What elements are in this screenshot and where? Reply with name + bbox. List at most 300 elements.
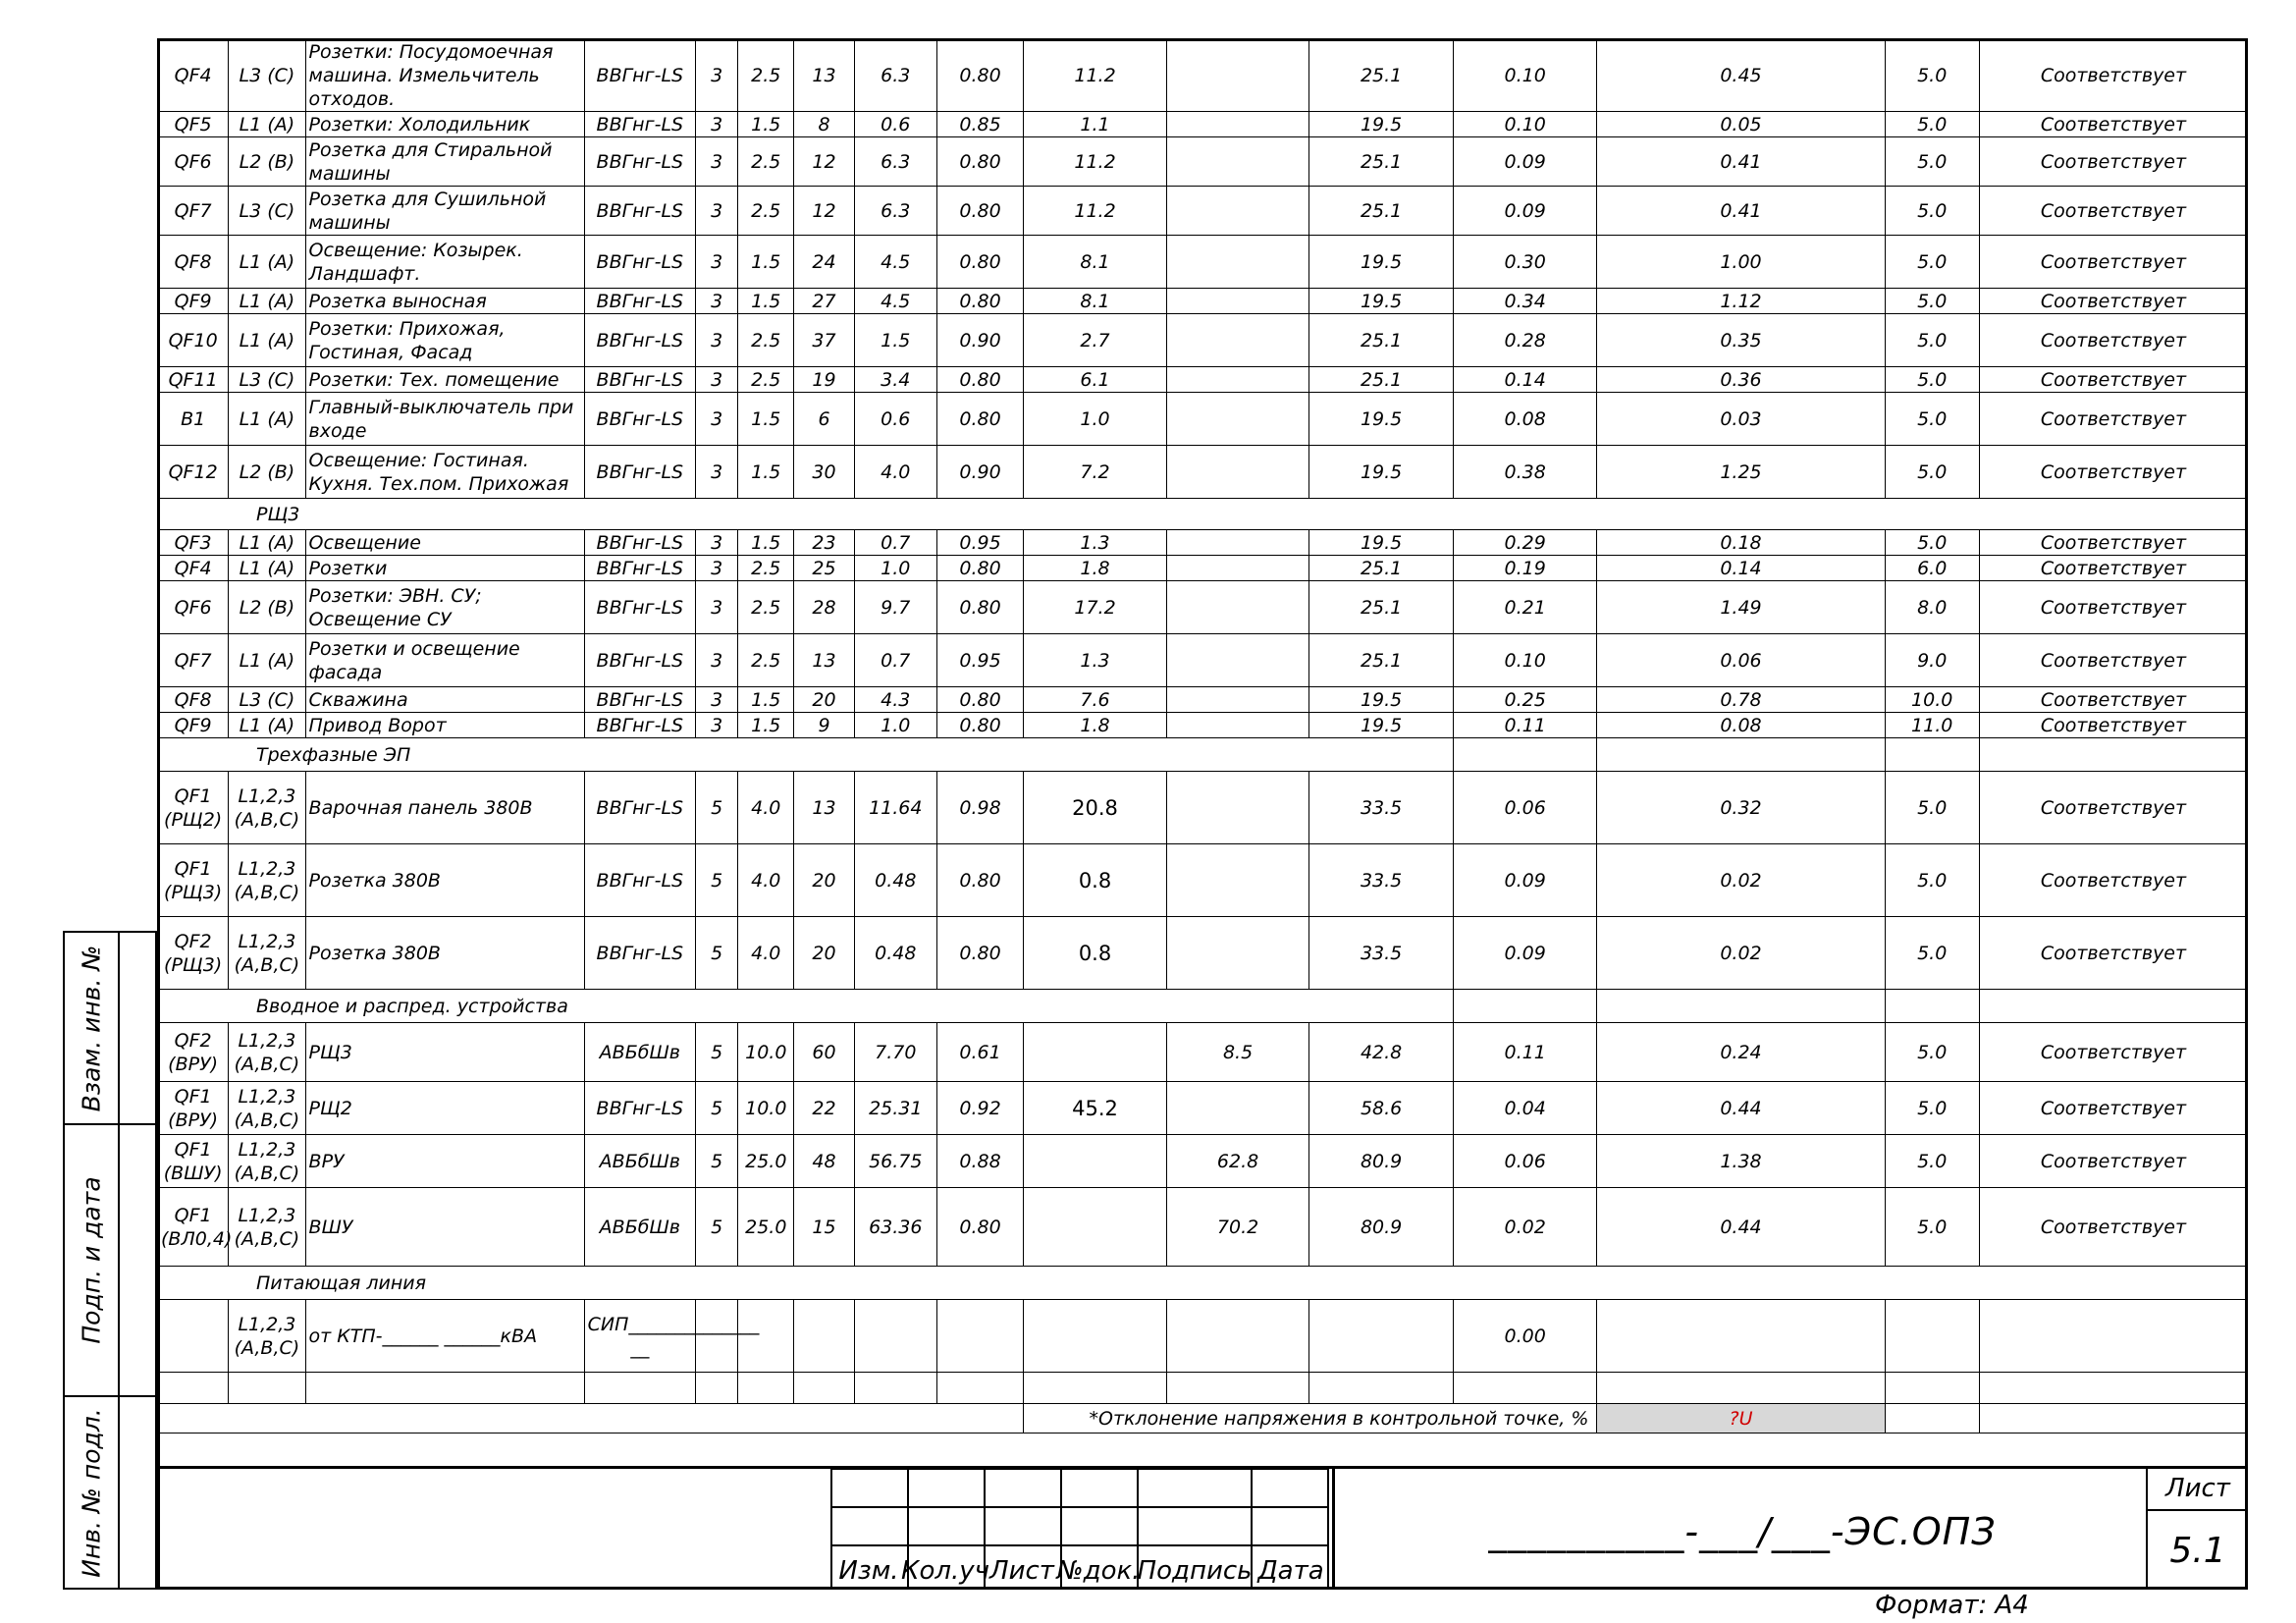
limit-cell: 5.0 bbox=[1885, 1135, 1979, 1188]
tb-kol-label: Кол.уч bbox=[901, 1556, 989, 1586]
voltage-drop-cell bbox=[1453, 1373, 1597, 1404]
section-empty-cell bbox=[1979, 738, 2247, 772]
cosphi-cell: 0.98 bbox=[936, 772, 1023, 844]
power-cell: 56.75 bbox=[854, 1135, 936, 1188]
phase-cell: L1 (A) bbox=[229, 556, 305, 581]
length-cell bbox=[794, 1300, 854, 1373]
load-description-cell: Розетки: ЭВН. СУ; Освещение СУ bbox=[305, 581, 584, 634]
conformity-cell: Соответствует bbox=[1979, 112, 2247, 137]
table-row bbox=[158, 917, 2248, 990]
allowed-current-cell bbox=[1309, 1300, 1454, 1373]
power-cell: 9.7 bbox=[854, 581, 936, 634]
power-cell: 6.3 bbox=[854, 187, 936, 236]
tb-izm-label: Изм. bbox=[838, 1556, 899, 1586]
breaker-cell: QF9 bbox=[158, 289, 229, 314]
total-drop-cell: 0.32 bbox=[1597, 772, 1885, 844]
cosphi-cell: 0.80 bbox=[936, 556, 1023, 581]
allowed-current-cell: 19.5 bbox=[1309, 530, 1454, 556]
current-cell: 11.2 bbox=[1024, 187, 1167, 236]
conformity-cell: Соответствует bbox=[1979, 844, 2247, 917]
current-cell: 1.3 bbox=[1024, 530, 1167, 556]
voltage-drop-cell: 0.34 bbox=[1453, 289, 1597, 314]
allowed-current-cell: 25.1 bbox=[1309, 581, 1454, 634]
voltage-drop-cell: 0.21 bbox=[1453, 581, 1597, 634]
allowed-current-cell: 19.5 bbox=[1309, 112, 1454, 137]
power-cell: 1.0 bbox=[854, 713, 936, 738]
allowed-current-cell: 25.1 bbox=[1309, 556, 1454, 581]
cable-type-cell: АВБбШв bbox=[584, 1023, 695, 1082]
length-cell: 13 bbox=[794, 772, 854, 844]
stamp-cell-vzam-value bbox=[118, 931, 157, 1125]
length-cell: 9 bbox=[794, 713, 854, 738]
phase-cell: L1,2,3 (A,B,C) bbox=[229, 1082, 305, 1135]
limit-cell: 5.0 bbox=[1885, 314, 1979, 367]
voltage-drop-cell: 0.00 bbox=[1453, 1300, 1597, 1373]
limit-cell: 5.0 bbox=[1885, 1023, 1979, 1082]
length-cell: 12 bbox=[794, 187, 854, 236]
load-description-cell: Розетка 380В bbox=[305, 917, 584, 990]
power-cell: 4.0 bbox=[854, 446, 936, 499]
power-cell: 0.7 bbox=[854, 530, 936, 556]
current-alt-cell bbox=[1166, 39, 1309, 112]
current-alt-cell bbox=[1166, 187, 1309, 236]
cores-cell bbox=[696, 1300, 738, 1373]
conformity-cell: Соответствует bbox=[1979, 556, 2247, 581]
tb-list-label: Лист bbox=[989, 1556, 1054, 1586]
voltage-drop-cell: 0.04 bbox=[1453, 1082, 1597, 1135]
cores-cell: 3 bbox=[696, 530, 738, 556]
load-description-cell: Привод Ворот bbox=[305, 713, 584, 738]
deviation-blank bbox=[158, 1404, 1024, 1434]
deviation-row bbox=[158, 1404, 2248, 1434]
current-cell: 11.2 bbox=[1024, 137, 1167, 187]
length-cell: 20 bbox=[794, 917, 854, 990]
breaker-cell: QF4 bbox=[158, 556, 229, 581]
section-title: Питающая линия bbox=[158, 1267, 2248, 1300]
total-drop-cell: 0.06 bbox=[1597, 634, 1885, 687]
total-drop-cell bbox=[1597, 1373, 1885, 1404]
total-drop-cell: 1.49 bbox=[1597, 581, 1885, 634]
length-cell: 24 bbox=[794, 236, 854, 289]
voltage-drop-cell: 0.11 bbox=[1453, 1023, 1597, 1082]
total-drop-cell: 0.08 bbox=[1597, 713, 1885, 738]
allowed-current-cell: 25.1 bbox=[1309, 39, 1454, 112]
power-cell: 4.5 bbox=[854, 236, 936, 289]
limit-cell: 6.0 bbox=[1885, 556, 1979, 581]
total-drop-cell: 1.25 bbox=[1597, 446, 1885, 499]
power-cell: 0.6 bbox=[854, 112, 936, 137]
current-cell: 11.2 bbox=[1024, 39, 1167, 112]
cable-type-cell: ВВГнг-LS bbox=[584, 314, 695, 367]
length-cell: 20 bbox=[794, 844, 854, 917]
load-description-cell: РЩ3 bbox=[305, 1023, 584, 1082]
cores-cell: 3 bbox=[696, 112, 738, 137]
section-mm2-cell: 2.5 bbox=[738, 556, 794, 581]
section-empty-cell bbox=[1979, 990, 2247, 1023]
power-cell: 1.5 bbox=[854, 314, 936, 367]
current-alt-cell bbox=[1166, 367, 1309, 393]
allowed-current-cell: 19.5 bbox=[1309, 446, 1454, 499]
allowed-current-cell: 25.1 bbox=[1309, 634, 1454, 687]
load-description-cell: Розетки и освещение фасада bbox=[305, 634, 584, 687]
voltage-drop-cell: 0.10 bbox=[1453, 39, 1597, 112]
current-cell: 2.7 bbox=[1024, 314, 1167, 367]
voltage-drop-cell: 0.30 bbox=[1453, 236, 1597, 289]
cable-type-cell: ВВГнг-LS bbox=[584, 393, 695, 446]
limit-cell: 5.0 bbox=[1885, 844, 1979, 917]
load-description-cell: ВРУ bbox=[305, 1135, 584, 1188]
table-row bbox=[158, 1300, 2248, 1373]
limit-cell: 5.0 bbox=[1885, 112, 1979, 137]
limit-cell: 10.0 bbox=[1885, 687, 1979, 713]
limit-cell: 5.0 bbox=[1885, 917, 1979, 990]
cosphi-cell: 0.80 bbox=[936, 713, 1023, 738]
allowed-current-cell: 25.1 bbox=[1309, 187, 1454, 236]
cable-type-cell: ВВГнг-LS bbox=[584, 844, 695, 917]
cosphi-cell: 0.95 bbox=[936, 530, 1023, 556]
limit-cell bbox=[1885, 1373, 1979, 1404]
section-mm2-cell: 25.0 bbox=[738, 1188, 794, 1267]
phase-cell: L1 (A) bbox=[229, 530, 305, 556]
voltage-drop-cell: 0.14 bbox=[1453, 367, 1597, 393]
allowed-current-cell: 33.5 bbox=[1309, 844, 1454, 917]
load-description-cell: Розетки: Посудомоечная машина. Измельчитель отходов. bbox=[305, 39, 584, 112]
load-description-cell: РЩ2 bbox=[305, 1082, 584, 1135]
table-row bbox=[158, 314, 2248, 367]
voltage-drop-cell: 0.06 bbox=[1453, 1135, 1597, 1188]
breaker-cell: QF7 bbox=[158, 634, 229, 687]
conformity-cell: Соответствует bbox=[1979, 581, 2247, 634]
section-mm2-cell: 1.5 bbox=[738, 713, 794, 738]
allowed-current-cell: 80.9 bbox=[1309, 1188, 1454, 1267]
total-drop-cell: 1.00 bbox=[1597, 236, 1885, 289]
length-cell: 27 bbox=[794, 289, 854, 314]
cosphi-cell: 0.85 bbox=[936, 112, 1023, 137]
power-cell: 6.3 bbox=[854, 39, 936, 112]
cosphi-cell: 0.90 bbox=[936, 446, 1023, 499]
conformity-cell: Соответствует bbox=[1979, 713, 2247, 738]
phase-cell bbox=[229, 1373, 305, 1404]
sheet-number: 5.1 bbox=[2169, 1530, 2226, 1571]
section-mm2-cell: 2.5 bbox=[738, 314, 794, 367]
cable-type-cell: ВВГнг-LS bbox=[584, 556, 695, 581]
phase-cell: L1,2,3 (A,B,C) bbox=[229, 1188, 305, 1267]
cosphi-cell: 0.80 bbox=[936, 917, 1023, 990]
conformity-cell: Соответствует bbox=[1979, 634, 2247, 687]
load-description-cell: ВШУ bbox=[305, 1188, 584, 1267]
total-drop-cell: 0.35 bbox=[1597, 314, 1885, 367]
tb-data-label: Дата bbox=[1257, 1556, 1324, 1586]
cable-calculation-table bbox=[157, 38, 2248, 1434]
section-mm2-cell: 1.5 bbox=[738, 446, 794, 499]
power-cell bbox=[854, 1300, 936, 1373]
breaker-cell: QF1 (ВШУ) bbox=[158, 1135, 229, 1188]
cosphi-cell: 0.80 bbox=[936, 137, 1023, 187]
tb-podpis-label: Подпись bbox=[1137, 1556, 1253, 1586]
load-description-cell: Розетка выносная bbox=[305, 289, 584, 314]
voltage-drop-cell: 0.28 bbox=[1453, 314, 1597, 367]
breaker-cell: QF11 bbox=[158, 367, 229, 393]
section-mm2-cell: 4.0 bbox=[738, 917, 794, 990]
voltage-drop-cell: 0.11 bbox=[1453, 713, 1597, 738]
table-row bbox=[158, 844, 2248, 917]
length-cell bbox=[794, 1373, 854, 1404]
conformity-cell: Соответствует bbox=[1979, 1082, 2247, 1135]
length-cell: 22 bbox=[794, 1082, 854, 1135]
phase-cell: L1 (A) bbox=[229, 236, 305, 289]
cores-cell: 5 bbox=[696, 1135, 738, 1188]
cable-type-cell: ВВГнг-LS bbox=[584, 917, 695, 990]
total-drop-cell: 0.36 bbox=[1597, 367, 1885, 393]
length-cell: 25 bbox=[794, 556, 854, 581]
power-cell: 4.3 bbox=[854, 687, 936, 713]
power-cell: 1.0 bbox=[854, 556, 936, 581]
limit-cell: 8.0 bbox=[1885, 581, 1979, 634]
current-cell: 17.2 bbox=[1024, 581, 1167, 634]
length-cell: 60 bbox=[794, 1023, 854, 1082]
load-description-cell: Розетка для Сушильной машины bbox=[305, 187, 584, 236]
current-cell: 20.8 bbox=[1024, 772, 1167, 844]
section-mm2-cell: 2.5 bbox=[738, 634, 794, 687]
limit-cell bbox=[1885, 1300, 1979, 1373]
table-row bbox=[158, 137, 2248, 187]
section-empty-cell bbox=[1885, 738, 1979, 772]
section-mm2-cell: 2.5 bbox=[738, 187, 794, 236]
table-row bbox=[158, 1082, 2248, 1135]
phase-cell: L1,2,3 (A,B,C) bbox=[229, 1023, 305, 1082]
cosphi-cell: 0.88 bbox=[936, 1135, 1023, 1188]
cable-type-cell: ВВГнг-LS bbox=[584, 39, 695, 112]
current-alt-cell bbox=[1166, 844, 1309, 917]
breaker-cell: QF9 bbox=[158, 713, 229, 738]
cable-type-cell: ВВГнг-LS bbox=[584, 137, 695, 187]
section-mm2-cell: 4.0 bbox=[738, 844, 794, 917]
length-cell: 12 bbox=[794, 137, 854, 187]
section-mm2-cell: 1.5 bbox=[738, 530, 794, 556]
current-alt-cell bbox=[1166, 634, 1309, 687]
cosphi-cell: 0.92 bbox=[936, 1082, 1023, 1135]
length-cell: 20 bbox=[794, 687, 854, 713]
section-mm2-cell: 1.5 bbox=[738, 687, 794, 713]
current-cell bbox=[1024, 1300, 1167, 1373]
section-mm2-cell: 10.0 bbox=[738, 1023, 794, 1082]
cosphi-cell bbox=[936, 1373, 1023, 1404]
limit-cell: 9.0 bbox=[1885, 634, 1979, 687]
section-mm2-cell bbox=[738, 1373, 794, 1404]
current-alt-cell: 70.2 bbox=[1166, 1188, 1309, 1267]
table-row bbox=[158, 530, 2248, 556]
cores-cell: 3 bbox=[696, 367, 738, 393]
table-row bbox=[158, 1373, 2248, 1404]
section-title: Трехфазные ЭП bbox=[158, 738, 1454, 772]
breaker-cell: QF10 bbox=[158, 314, 229, 367]
phase-cell: L1 (A) bbox=[229, 634, 305, 687]
cable-type-cell: ВВГнг-LS bbox=[584, 187, 695, 236]
phase-cell: L1 (A) bbox=[229, 112, 305, 137]
cable-type-cell: ВВГнг-LS bbox=[584, 713, 695, 738]
cores-cell: 3 bbox=[696, 687, 738, 713]
section-mm2-cell: 2.5 bbox=[738, 39, 794, 112]
limit-cell: 5.0 bbox=[1885, 1188, 1979, 1267]
load-description-cell: от КТП-______ ______кВА bbox=[305, 1300, 584, 1373]
deviation-value: ?U bbox=[1597, 1404, 1885, 1434]
voltage-drop-cell: 0.06 bbox=[1453, 772, 1597, 844]
conformity-cell: Соответствует bbox=[1979, 1188, 2247, 1267]
cores-cell: 3 bbox=[696, 634, 738, 687]
table-row bbox=[158, 289, 2248, 314]
current-cell: 8.1 bbox=[1024, 289, 1167, 314]
current-cell bbox=[1024, 1373, 1167, 1404]
phase-cell: L1 (A) bbox=[229, 314, 305, 367]
current-alt-cell bbox=[1166, 112, 1309, 137]
cable-type-cell: СИП______________ __ bbox=[584, 1300, 695, 1373]
conformity-cell: Соответствует bbox=[1979, 289, 2247, 314]
current-cell: 1.8 bbox=[1024, 713, 1167, 738]
conformity-cell: Соответствует bbox=[1979, 236, 2247, 289]
cosphi-cell: 0.80 bbox=[936, 393, 1023, 446]
cores-cell: 3 bbox=[696, 314, 738, 367]
power-cell: 0.48 bbox=[854, 917, 936, 990]
cable-type-cell bbox=[584, 1373, 695, 1404]
stamp-inv-label: Инв. № подл. bbox=[77, 1407, 106, 1578]
limit-cell: 5.0 bbox=[1885, 187, 1979, 236]
allowed-current-cell: 25.1 bbox=[1309, 314, 1454, 367]
section-empty-cell bbox=[1453, 990, 1597, 1023]
total-drop-cell: 0.05 bbox=[1597, 112, 1885, 137]
load-description-cell: Освещение bbox=[305, 530, 584, 556]
limit-cell: 5.0 bbox=[1885, 289, 1979, 314]
table-row bbox=[158, 1188, 2248, 1267]
cable-type-cell: ВВГнг-LS bbox=[584, 446, 695, 499]
limit-cell: 5.0 bbox=[1885, 137, 1979, 187]
length-cell: 30 bbox=[794, 446, 854, 499]
breaker-cell: QF7 bbox=[158, 187, 229, 236]
section-title: РЩ3 bbox=[158, 499, 2248, 530]
table-row bbox=[158, 581, 2248, 634]
allowed-current-cell: 19.5 bbox=[1309, 236, 1454, 289]
cores-cell: 5 bbox=[696, 1082, 738, 1135]
section-mm2-cell: 2.5 bbox=[738, 581, 794, 634]
table-row bbox=[158, 112, 2248, 137]
conformity-cell: Соответствует bbox=[1979, 772, 2247, 844]
phase-cell: L2 (B) bbox=[229, 446, 305, 499]
current-alt-cell bbox=[1166, 236, 1309, 289]
power-cell: 6.3 bbox=[854, 137, 936, 187]
cores-cell: 3 bbox=[696, 713, 738, 738]
current-alt-cell bbox=[1166, 917, 1309, 990]
conformity-cell: Соответствует bbox=[1979, 446, 2247, 499]
voltage-drop-cell: 0.10 bbox=[1453, 112, 1597, 137]
section-mm2-cell: 1.5 bbox=[738, 236, 794, 289]
phase-cell: L3 (C) bbox=[229, 367, 305, 393]
phase-cell: L1 (A) bbox=[229, 393, 305, 446]
power-cell: 0.7 bbox=[854, 634, 936, 687]
section-row bbox=[158, 990, 2248, 1023]
allowed-current-cell: 25.1 bbox=[1309, 367, 1454, 393]
conformity-cell bbox=[1979, 1300, 2247, 1373]
table-row bbox=[158, 772, 2248, 844]
current-alt-cell bbox=[1166, 137, 1309, 187]
allowed-current-cell: 33.5 bbox=[1309, 917, 1454, 990]
current-alt-cell bbox=[1166, 772, 1309, 844]
phase-cell: L3 (C) bbox=[229, 187, 305, 236]
limit-cell: 5.0 bbox=[1885, 772, 1979, 844]
cores-cell: 5 bbox=[696, 772, 738, 844]
total-drop-cell: 0.14 bbox=[1597, 556, 1885, 581]
cable-type-cell: ВВГнг-LS bbox=[584, 772, 695, 844]
breaker-cell: QF1 (ВРУ) bbox=[158, 1082, 229, 1135]
voltage-drop-cell: 0.25 bbox=[1453, 687, 1597, 713]
current-alt-cell bbox=[1166, 687, 1309, 713]
conformity-cell bbox=[1979, 1373, 2247, 1404]
phase-cell: L1,2,3 (A,B,C) bbox=[229, 917, 305, 990]
cores-cell: 3 bbox=[696, 556, 738, 581]
current-cell: 1.3 bbox=[1024, 634, 1167, 687]
total-drop-cell: 0.44 bbox=[1597, 1082, 1885, 1135]
cosphi-cell: 0.80 bbox=[936, 236, 1023, 289]
load-description-cell: Розетки: Тех. помещение bbox=[305, 367, 584, 393]
cores-cell bbox=[696, 1373, 738, 1404]
phase-cell: L1 (A) bbox=[229, 289, 305, 314]
phase-cell: L3 (C) bbox=[229, 687, 305, 713]
conformity-cell: Соответствует bbox=[1979, 530, 2247, 556]
cable-type-cell: ВВГнг-LS bbox=[584, 1082, 695, 1135]
cosphi-cell: 0.80 bbox=[936, 39, 1023, 112]
section-mm2-cell: 1.5 bbox=[738, 393, 794, 446]
phase-cell: L1,2,3 (A,B,C) bbox=[229, 844, 305, 917]
section-title: Вводное и распред. устройства bbox=[158, 990, 1454, 1023]
cores-cell: 3 bbox=[696, 236, 738, 289]
cable-type-cell: ВВГнг-LS bbox=[584, 289, 695, 314]
voltage-drop-cell: 0.19 bbox=[1453, 556, 1597, 581]
cable-type-cell: АВБбШв bbox=[584, 1135, 695, 1188]
load-description-cell: Освещение: Гостиная. Кухня. Тех.пом. Прихожая bbox=[305, 446, 584, 499]
deviation-label: *Отклонение напряжения в контрольной точке, % bbox=[1024, 1404, 1597, 1434]
deviation-empty-cell bbox=[1979, 1404, 2247, 1434]
current-cell: 7.6 bbox=[1024, 687, 1167, 713]
total-drop-cell: 0.45 bbox=[1597, 39, 1885, 112]
allowed-current-cell bbox=[1309, 1373, 1454, 1404]
cores-cell: 5 bbox=[696, 917, 738, 990]
breaker-cell: QF4 bbox=[158, 39, 229, 112]
table-row bbox=[158, 556, 2248, 581]
cable-type-cell: ВВГнг-LS bbox=[584, 530, 695, 556]
section-empty-cell bbox=[1597, 738, 1885, 772]
section-mm2-cell: 1.5 bbox=[738, 112, 794, 137]
total-drop-cell: 0.18 bbox=[1597, 530, 1885, 556]
load-description-cell: Розетка для Стиральной машины bbox=[305, 137, 584, 187]
limit-cell: 11.0 bbox=[1885, 713, 1979, 738]
section-mm2-cell: 25.0 bbox=[738, 1135, 794, 1188]
section-mm2-cell: 2.5 bbox=[738, 367, 794, 393]
sheet-box bbox=[2146, 1468, 2248, 1590]
cores-cell: 3 bbox=[696, 289, 738, 314]
breaker-cell: QF2 (РЩ3) bbox=[158, 917, 229, 990]
phase-cell: L1,2,3 (A,B,C) bbox=[229, 772, 305, 844]
allowed-current-cell: 80.9 bbox=[1309, 1135, 1454, 1188]
current-cell: 8.1 bbox=[1024, 236, 1167, 289]
load-description-cell: Скважина bbox=[305, 687, 584, 713]
power-cell: 0.6 bbox=[854, 393, 936, 446]
cores-cell: 5 bbox=[696, 1188, 738, 1267]
current-alt-cell bbox=[1166, 446, 1309, 499]
breaker-cell: QF12 bbox=[158, 446, 229, 499]
table-row bbox=[158, 39, 2248, 112]
length-cell: 13 bbox=[794, 634, 854, 687]
conformity-cell: Соответствует bbox=[1979, 1023, 2247, 1082]
cosphi-cell: 0.80 bbox=[936, 581, 1023, 634]
allowed-current-cell: 58.6 bbox=[1309, 1082, 1454, 1135]
